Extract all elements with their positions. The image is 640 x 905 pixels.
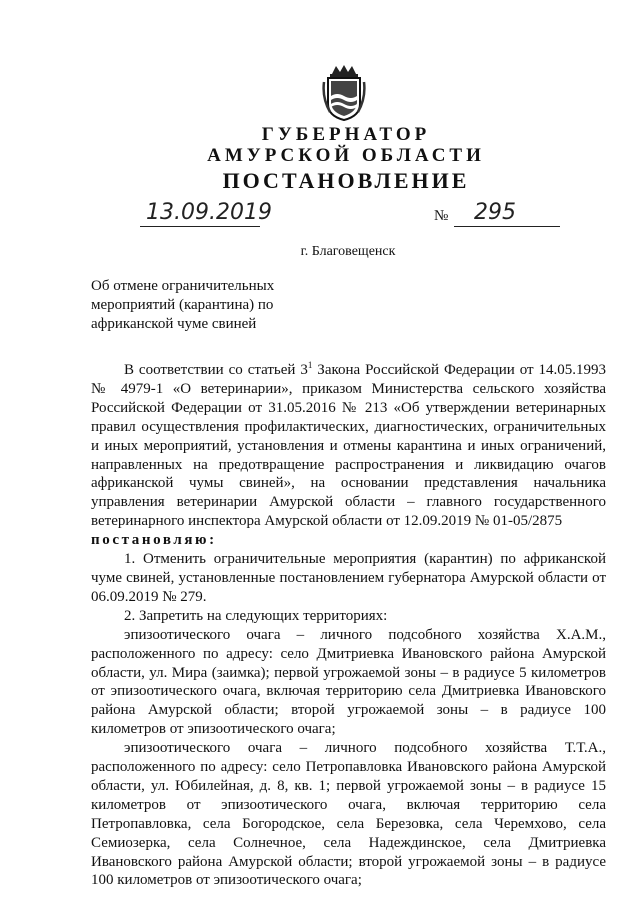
document-subject: Об отмене ограничительных мероприятий (карантина) по африканской чуме свиней	[91, 278, 275, 332]
territory-paragraph-b: эпизоотического очага – личного подсобного хозяйства Т.Т.А., расположенного по адресу: село Петропавловка Ивановского района Амурской области, ул. Юбилейная, д. 8, кв. 1; первой угрожаемой зоны – в радиусе 15 километров от эпизоотического очага, включая территорию села Петропавловка, села Богородское, села Березовка, села Черемхово, села Семиозерка, села Солнечное, села Надеждинское, села Дмитриевка Ивановского района Амурской области; второй угрожаемой зоны – в радиусе 100 километров от эпизоотического очага;	[91, 740, 606, 889]
governor-title: ГУБЕРНАТОР	[261, 124, 431, 145]
city-line: г. Благовещенск	[300, 244, 396, 259]
number-label: №	[434, 208, 449, 224]
coat-of-arms-emblem	[322, 64, 366, 122]
document-body	[91, 361, 606, 890]
intro-paragraph: В соответствии со статьей $3^1$ Закона Российской Федерации от 14.05.1993 № 4979-1 «О ветеринарии», приказом Министерства сельского хозяйства Российской Федерации от 31.05.2016 № 213 «Об утверждении ветеринарных правил осуществления профилактических, диагностических, ограничительных и иных мероприятий, установления и отмены карантина и иных ограничений, направленных на предотвращение распространения и ликвидацию очагов африканской чумы свиней», на основании представления начальника управления ветеринарии Амурской области – главного государственного ветеринарного инспектора Амурской области от 12.09.2019 № 01-05/2875	[91, 360, 606, 530]
handwritten-date: 13.09.2019	[146, 200, 272, 225]
date-field	[140, 200, 272, 227]
decree-word: постановляю:	[91, 532, 217, 549]
handwritten-number: 295	[474, 200, 516, 225]
item-1: 1. Отменить ограничительные мероприятия (карантин) по африканской чуме свиней, установленные постановлением губернатора Амурской области от 06.09.2019 № 279.	[91, 551, 606, 605]
item-2: 2. Запретить на следующих территориях:	[124, 607, 388, 624]
territory-paragraph-a: эпизоотического очага – личного подсобного хозяйства Х.А.М., расположенного по адресу: село Дмитриевка Ивановского района Амурской области, ул. Мира (заимка); первой угрожаемой зоны – в радиусе 5 километров от эпизоотического очага, включая территорию села Дмитриевка Ивановского района Амурской области; второй угрожаемой зоны – в радиусе 100 километров от эпизоотического очага;	[91, 626, 606, 738]
document-type-title: ПОСТАНОВЛЕНИЕ	[222, 168, 470, 193]
number-field	[454, 200, 560, 227]
region-title: АМУРСКОЙ ОБЛАСТИ	[207, 145, 485, 166]
article-superscript: 1	[307, 360, 313, 370]
